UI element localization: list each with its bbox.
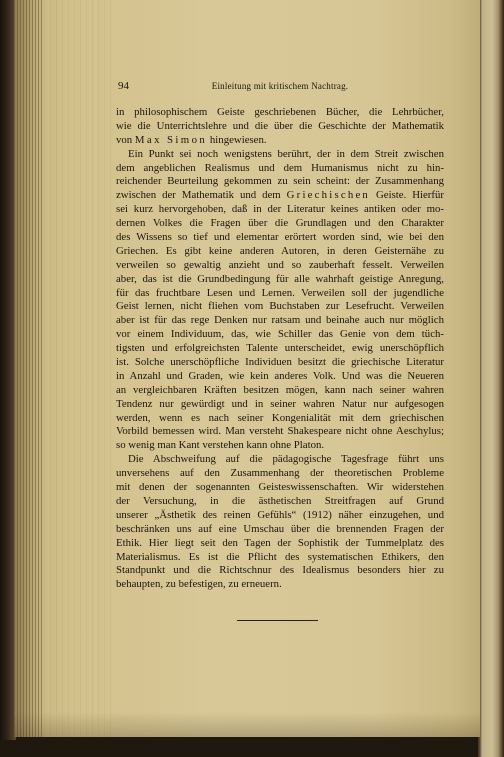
- spaced-word: Griechischen: [286, 189, 371, 202]
- body-text: [116, 106, 444, 592]
- text-line: in philosophischem Geiste geschriebenen Bücher, die Lehrbücher,: [116, 106, 444, 118]
- text-line: tigsten und erfolgreichsten Talente unterscheidet, ewig unerschöpflich: [116, 342, 444, 355]
- book-page: [14, 0, 480, 737]
- text-segment: von: [116, 133, 133, 146]
- spaced-name: Max Simon: [134, 133, 208, 146]
- text-line: Vorbild bemessen wird. Man versteht Shakespeare nicht ohne Aeschylus;: [116, 425, 444, 438]
- text-line: dem angeblichen Realismus und dem Humanismus nicht zu hin-: [116, 161, 444, 174]
- page-number: 94: [118, 80, 129, 92]
- section-rule: [237, 620, 318, 621]
- page-stack-edges: [14, 0, 44, 737]
- inner-margin: [44, 0, 114, 737]
- running-title: Einleitung mit kritischem Nachtrag.: [211, 81, 349, 91]
- paragraph: [116, 453, 444, 592]
- text-line: beschränken uns auf eine Umschau über die brennenden Fragen der: [116, 522, 444, 535]
- text-line: dernen Volkes die Fragen über die Grundlagen und den Charakter: [116, 217, 444, 230]
- text-line: der Versuchung, in die ästhetischen Streitfragen auf Grund: [116, 494, 444, 507]
- text-line: [116, 134, 444, 148]
- text-line: Ein Punkt sei noch wenigstens berührt, der in dem Streit zwischen: [128, 147, 444, 160]
- text-line: Tendenz nur gewürdigt und in seiner wahren Natur nur aufgesogen: [116, 397, 444, 410]
- text-line: aber, das ist die Grundbedingung für alle wahrhaft geistige Anregung,: [116, 272, 444, 285]
- text-line: Griechen. Es gibt keine anderen Autoren, in deren Geisternähe zu: [116, 244, 444, 257]
- next-page-edge: [478, 0, 504, 757]
- text-line: reichender Beurteilung gekommen zu sein scheint: der Zusammenhang: [116, 175, 444, 188]
- text-line: Standpunkt und die Richtschnur des Idealismus besonders hier zu: [116, 564, 444, 577]
- text-line: Die Abschweifung auf die pädagogische Tagesfrage führt uns: [128, 453, 444, 466]
- text-line: für das fruchtbare Lesen und Lernen. Verweilen soll der jugendliche: [116, 286, 444, 299]
- page-bottom-shadow: [14, 712, 480, 737]
- text-line: vor einem Individuum, das, wie Schiller das Genie von dem tüch-: [116, 328, 444, 341]
- text-line: unserer „Ästhetik des reinen Gefühls“ (1912) näher einzugehen, und: [116, 508, 444, 521]
- text-segment: hingewiesen.: [209, 133, 267, 146]
- running-header: [116, 79, 444, 93]
- text-line: sei kurz hervorgehoben, daß in der Literatur keines antiken oder mo-: [116, 203, 444, 216]
- text-line: des Wissens so tief und elementar erörtert worden sind, wie bei den: [116, 231, 444, 244]
- text-line: mit denen der sogenannten Geisteswissenschaften. Wir widerstehen: [116, 481, 444, 494]
- text-line: in Anzahl und Graden, wie kein anderes Volk. Und was die Neueren: [116, 369, 444, 382]
- text-line: verweilen so gewaltig anzieht und so zauberhaft fesselt. Verweilen: [116, 258, 444, 271]
- text-segment: zwischen der Mathematik und dem: [116, 189, 281, 202]
- paragraph: [116, 106, 444, 148]
- text-line: Geist lernen, nicht fliehen vom Buchstaben zur Lesefrucht. Verweilen: [116, 300, 444, 313]
- text-line: ist. Solche unerschöpfliche Individuen besitzt die griechische Literatur: [116, 356, 444, 369]
- text-line: Ethik. Hier liegt seit den Tagen der Sophistik der Tummelplatz des: [116, 536, 444, 549]
- text-segment: Geiste. Hierfür: [375, 189, 444, 202]
- text-line: Materialismus. Es ist die Pflicht des systematischen Ethikers, den: [116, 550, 444, 563]
- text-line: an vergleichbaren Kräften besitzen mögen, kann nach seiner wahren: [116, 383, 444, 396]
- text-line: aber ist für das rege Denken nur ratsam und beinahe auch nur möglich: [116, 314, 444, 327]
- text-line: behaupten, zu befestigen, zu erneuern.: [116, 578, 282, 591]
- paragraph: [116, 148, 444, 454]
- text-line: wie die Unterrichtslehre und die über die Geschichte der Mathematik: [116, 119, 444, 132]
- text-line: so wenig man Kant verstehen kann ohne Platon.: [116, 439, 325, 452]
- text-line: unversehens auf den Zusammenhang der theoretischen Probleme: [116, 467, 444, 480]
- text-line: werden, wenn es nach seiner Kongenialität mit dem griechischen: [116, 411, 444, 424]
- text-line: [116, 189, 444, 203]
